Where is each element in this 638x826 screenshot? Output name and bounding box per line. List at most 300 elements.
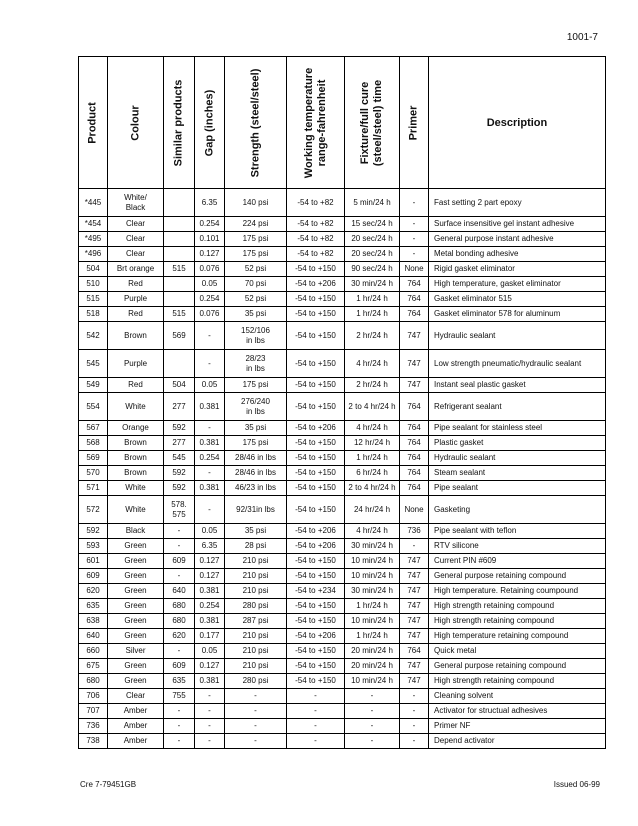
cell-description: Cleaning solvent	[429, 689, 606, 704]
column-header-similar-products	[164, 57, 195, 189]
column-header-product	[79, 57, 108, 189]
cell-working-temperature: -54 to +150	[287, 569, 345, 584]
cell-working-temperature: -54 to +150	[287, 659, 345, 674]
cell-gap: -	[195, 466, 225, 481]
cell-description: Pipe sealant for stainless steel	[429, 421, 606, 436]
cell-strength: 28/23 in lbs	[225, 350, 287, 378]
cell-similar-products	[164, 189, 195, 217]
table-row	[79, 421, 606, 436]
cell-fixture-cure-time: 15 sec/24 h	[345, 217, 400, 232]
table-row	[79, 599, 606, 614]
cell-gap: 0.381	[195, 393, 225, 421]
cell-primer: None	[400, 496, 429, 524]
table-row	[79, 496, 606, 524]
cell-description: General purpose retaining compound	[429, 659, 606, 674]
cell-product: 504	[79, 262, 108, 277]
cell-similar-products	[164, 247, 195, 262]
cell-colour: Brown	[108, 451, 164, 466]
cell-strength: 210 psi	[225, 659, 287, 674]
cell-product: 542	[79, 322, 108, 350]
cell-similar-products: 592	[164, 481, 195, 496]
cell-description: Instant seal plastic gasket	[429, 378, 606, 393]
cell-colour: Amber	[108, 734, 164, 749]
cell-gap: 0.127	[195, 554, 225, 569]
cell-colour: Red	[108, 277, 164, 292]
cell-gap: -	[195, 689, 225, 704]
cell-primer: 747	[400, 569, 429, 584]
cell-strength: 175 psi	[225, 247, 287, 262]
cell-gap: 0.076	[195, 262, 225, 277]
cell-primer: 764	[400, 307, 429, 322]
cell-colour: Green	[108, 629, 164, 644]
cell-description: RTV silicone	[429, 539, 606, 554]
cell-gap: 0.254	[195, 217, 225, 232]
cell-strength: 224 psi	[225, 217, 287, 232]
cell-colour: Brown	[108, 436, 164, 451]
cell-product: 638	[79, 614, 108, 629]
table-row	[79, 584, 606, 599]
table-row	[79, 481, 606, 496]
cell-primer: 747	[400, 584, 429, 599]
column-header-label: Fixture/full cure (steel/steel) time	[359, 79, 384, 166]
cell-strength: -	[225, 719, 287, 734]
cell-working-temperature: -54 to +206	[287, 277, 345, 292]
cell-primer: 747	[400, 674, 429, 689]
cell-colour: Red	[108, 307, 164, 322]
cell-fixture-cure-time: 12 hr/24 h	[345, 436, 400, 451]
cell-product: 569	[79, 451, 108, 466]
cell-working-temperature: -	[287, 689, 345, 704]
cell-description: Pipe sealant	[429, 481, 606, 496]
cell-description: General purpose instant adhesive	[429, 232, 606, 247]
cell-strength: 35 psi	[225, 524, 287, 539]
cell-product: 660	[79, 644, 108, 659]
table-row	[79, 262, 606, 277]
cell-strength: 175 psi	[225, 232, 287, 247]
cell-colour: White	[108, 481, 164, 496]
cell-product: 592	[79, 524, 108, 539]
cell-description: Low strength pneumatic/hydraulic sealant	[429, 350, 606, 378]
cell-similar-products: -	[164, 719, 195, 734]
table-body	[79, 189, 606, 749]
cell-colour: Green	[108, 539, 164, 554]
table-row	[79, 189, 606, 217]
cell-description: High temperature, gasket eliminator	[429, 277, 606, 292]
cell-gap: -	[195, 734, 225, 749]
table-row	[79, 217, 606, 232]
cell-product: *445	[79, 189, 108, 217]
cell-working-temperature: -54 to +150	[287, 466, 345, 481]
cell-gap: 0.381	[195, 674, 225, 689]
column-header-label: Gap (inches)	[203, 89, 215, 156]
cell-working-temperature: -54 to +206	[287, 629, 345, 644]
cell-product: 736	[79, 719, 108, 734]
cell-similar-products: 277	[164, 393, 195, 421]
cell-primer: 764	[400, 277, 429, 292]
cell-working-temperature: -	[287, 719, 345, 734]
cell-similar-products: 569	[164, 322, 195, 350]
cell-primer: 764	[400, 436, 429, 451]
cell-colour: White	[108, 393, 164, 421]
cell-primer: -	[400, 189, 429, 217]
cell-similar-products: -	[164, 524, 195, 539]
cell-gap: -	[195, 719, 225, 734]
cell-primer: 764	[400, 451, 429, 466]
cell-description: Steam sealant	[429, 466, 606, 481]
cell-similar-products: 680	[164, 599, 195, 614]
cell-strength: -	[225, 734, 287, 749]
table-row	[79, 524, 606, 539]
cell-similar-products	[164, 292, 195, 307]
table-row	[79, 674, 606, 689]
cell-description: Pipe sealant with teflon	[429, 524, 606, 539]
cell-product: 601	[79, 554, 108, 569]
cell-gap: 0.381	[195, 436, 225, 451]
cell-colour: Purple	[108, 292, 164, 307]
cell-fixture-cure-time: 1 hr/24 h	[345, 307, 400, 322]
cell-description: Gasket eliminator 578 for aluminum	[429, 307, 606, 322]
table-row	[79, 436, 606, 451]
cell-fixture-cure-time: 30 min/24 h	[345, 539, 400, 554]
cell-fixture-cure-time: 90 sec/24 h	[345, 262, 400, 277]
cell-similar-products: 545	[164, 451, 195, 466]
cell-colour: Orange	[108, 421, 164, 436]
cell-description: Surface insensitive gel instant adhesive	[429, 217, 606, 232]
cell-fixture-cure-time: -	[345, 734, 400, 749]
cell-similar-products: 515	[164, 307, 195, 322]
cell-working-temperature: -54 to +150	[287, 614, 345, 629]
cell-primer: 747	[400, 629, 429, 644]
cell-product: 545	[79, 350, 108, 378]
cell-similar-products: 578. 575	[164, 496, 195, 524]
cell-gap: 0.101	[195, 232, 225, 247]
cell-similar-products: 504	[164, 378, 195, 393]
cell-fixture-cure-time: 20 sec/24 h	[345, 232, 400, 247]
cell-fixture-cure-time: 5 min/24 h	[345, 189, 400, 217]
cell-similar-products: 592	[164, 421, 195, 436]
column-header-label: Working temperature range-fahrenheit	[302, 67, 328, 178]
column-header-gap	[195, 57, 225, 189]
cell-product: 707	[79, 704, 108, 719]
cell-working-temperature: -54 to +150	[287, 436, 345, 451]
cell-working-temperature: -54 to +82	[287, 189, 345, 217]
cell-similar-products: 609	[164, 659, 195, 674]
cell-description: High strength retaining compound	[429, 599, 606, 614]
cell-similar-products: 515	[164, 262, 195, 277]
cell-strength: 210 psi	[225, 644, 287, 659]
cell-fixture-cure-time: 2 to 4 hr/24 h	[345, 393, 400, 421]
cell-colour: Clear	[108, 217, 164, 232]
cell-gap: 0.254	[195, 599, 225, 614]
column-header-label: Strength (steel/steel)	[249, 68, 261, 177]
cell-gap: 0.05	[195, 524, 225, 539]
column-header-description	[429, 57, 606, 189]
cell-fixture-cure-time: 20 sec/24 h	[345, 247, 400, 262]
cell-strength: 28/46 in lbs	[225, 466, 287, 481]
cell-similar-products	[164, 277, 195, 292]
cell-primer: 764	[400, 292, 429, 307]
cell-description: General purpose retaining compound	[429, 569, 606, 584]
table-row	[79, 292, 606, 307]
cell-fixture-cure-time: 10 min/24 h	[345, 554, 400, 569]
cell-strength: 210 psi	[225, 584, 287, 599]
cell-fixture-cure-time: 4 hr/24 h	[345, 524, 400, 539]
cell-strength: 287 psi	[225, 614, 287, 629]
cell-fixture-cure-time: -	[345, 704, 400, 719]
cell-fixture-cure-time: 6 hr/24 h	[345, 466, 400, 481]
cell-fixture-cure-time: 30 min/24 h	[345, 584, 400, 599]
cell-strength: 70 psi	[225, 277, 287, 292]
cell-working-temperature: -54 to +234	[287, 584, 345, 599]
cell-primer: 764	[400, 421, 429, 436]
cell-colour: Green	[108, 599, 164, 614]
cell-fixture-cure-time: -	[345, 689, 400, 704]
cell-description: Plastic gasket	[429, 436, 606, 451]
cell-description: Gasket eliminator 515	[429, 292, 606, 307]
cell-product: *496	[79, 247, 108, 262]
cell-colour: Clear	[108, 247, 164, 262]
cell-primer: 764	[400, 481, 429, 496]
cell-strength: -	[225, 689, 287, 704]
cell-fixture-cure-time: 30 min/24 h	[345, 277, 400, 292]
cell-strength: 280 psi	[225, 599, 287, 614]
cell-strength: 280 psi	[225, 674, 287, 689]
table-row	[79, 307, 606, 322]
cell-fixture-cure-time: 2 hr/24 h	[345, 378, 400, 393]
cell-description: Hydraulic sealant	[429, 451, 606, 466]
cell-product: 518	[79, 307, 108, 322]
cell-gap: 0.05	[195, 644, 225, 659]
table-row	[79, 629, 606, 644]
table-row	[79, 689, 606, 704]
cell-working-temperature: -54 to +206	[287, 421, 345, 436]
cell-similar-products: -	[164, 569, 195, 584]
cell-working-temperature: -54 to +150	[287, 451, 345, 466]
cell-product: 549	[79, 378, 108, 393]
column-header-label: Colour	[129, 104, 141, 141]
cell-colour: Brown	[108, 322, 164, 350]
table-row	[79, 378, 606, 393]
cell-colour: Brt orange	[108, 262, 164, 277]
cell-working-temperature: -54 to +150	[287, 262, 345, 277]
table-row	[79, 350, 606, 378]
cell-product: 640	[79, 629, 108, 644]
cell-description: Hydraulic sealant	[429, 322, 606, 350]
column-header-label: Product	[86, 101, 99, 144]
cell-product: 738	[79, 734, 108, 749]
cell-product: 571	[79, 481, 108, 496]
table-row	[79, 232, 606, 247]
cell-gap: -	[195, 322, 225, 350]
cell-strength: -	[225, 704, 287, 719]
cell-fixture-cure-time: 1 hr/24 h	[345, 629, 400, 644]
table-row	[79, 704, 606, 719]
cell-similar-products: -	[164, 539, 195, 554]
cell-description: Quick metal	[429, 644, 606, 659]
cell-working-temperature: -54 to +150	[287, 644, 345, 659]
cell-primer: -	[400, 704, 429, 719]
cell-description: High strength retaining compound	[429, 614, 606, 629]
cell-description: Depend activator	[429, 734, 606, 749]
cell-primer: 747	[400, 659, 429, 674]
column-header-label: Description	[486, 116, 548, 129]
table-row	[79, 466, 606, 481]
cell-colour: Red	[108, 378, 164, 393]
column-header-colour	[108, 57, 164, 189]
cell-similar-products: 609	[164, 554, 195, 569]
cell-product: 567	[79, 421, 108, 436]
cell-description: Gasketing	[429, 496, 606, 524]
column-header-label: Similar products	[172, 79, 185, 166]
cell-product: *495	[79, 232, 108, 247]
table-row	[79, 554, 606, 569]
cell-gap: -	[195, 421, 225, 436]
cell-working-temperature: -54 to +82	[287, 217, 345, 232]
cell-gap: 0.177	[195, 629, 225, 644]
cell-fixture-cure-time: 10 min/24 h	[345, 569, 400, 584]
table-row	[79, 539, 606, 554]
cell-colour: Green	[108, 659, 164, 674]
header-row	[79, 57, 606, 189]
cell-colour: Clear	[108, 232, 164, 247]
cell-gap: 0.127	[195, 247, 225, 262]
cell-primer: 747	[400, 599, 429, 614]
cell-working-temperature: -54 to +150	[287, 307, 345, 322]
cell-strength: 175 psi	[225, 436, 287, 451]
cell-working-temperature: -	[287, 734, 345, 749]
cell-gap: 0.381	[195, 584, 225, 599]
table-row	[79, 247, 606, 262]
cell-strength: 276/240 in lbs	[225, 393, 287, 421]
cell-colour: Black	[108, 524, 164, 539]
cell-working-temperature: -54 to +150	[287, 496, 345, 524]
cell-primer: 747	[400, 614, 429, 629]
footer-document-code: Cre 7-79451GB	[80, 780, 137, 789]
cell-working-temperature: -54 to +150	[287, 481, 345, 496]
cell-gap: 0.254	[195, 451, 225, 466]
cell-product: 510	[79, 277, 108, 292]
cell-strength: 152/106 in lbs	[225, 322, 287, 350]
table-row	[79, 322, 606, 350]
cell-colour: Silver	[108, 644, 164, 659]
cell-product: 593	[79, 539, 108, 554]
cell-gap: 0.381	[195, 614, 225, 629]
cell-working-temperature: -	[287, 704, 345, 719]
cell-working-temperature: -54 to +150	[287, 350, 345, 378]
cell-primer: 747	[400, 322, 429, 350]
cell-strength: 210 psi	[225, 554, 287, 569]
cell-gap: 0.05	[195, 378, 225, 393]
column-header-label: Primer	[407, 105, 420, 140]
column-header-fixture-cure-time	[345, 57, 400, 189]
table-row	[79, 719, 606, 734]
cell-colour: Green	[108, 584, 164, 599]
cell-primer: -	[400, 232, 429, 247]
cell-product: 568	[79, 436, 108, 451]
cell-description: Metal bonding adhesive	[429, 247, 606, 262]
cell-primer: 747	[400, 554, 429, 569]
cell-working-temperature: -54 to +82	[287, 247, 345, 262]
cell-product: 675	[79, 659, 108, 674]
cell-colour: Amber	[108, 719, 164, 734]
cell-colour: Green	[108, 569, 164, 584]
cell-primer: 736	[400, 524, 429, 539]
cell-working-temperature: -54 to +150	[287, 292, 345, 307]
cell-working-temperature: -54 to +150	[287, 599, 345, 614]
cell-colour: Clear	[108, 689, 164, 704]
cell-strength: 28/46 in lbs	[225, 451, 287, 466]
cell-fixture-cure-time: 20 min/24 h	[345, 659, 400, 674]
cell-product: 554	[79, 393, 108, 421]
cell-primer: None	[400, 262, 429, 277]
cell-gap: -	[195, 350, 225, 378]
cell-fixture-cure-time: 20 min/24 h	[345, 644, 400, 659]
cell-similar-products: -	[164, 644, 195, 659]
cell-colour: Purple	[108, 350, 164, 378]
cell-fixture-cure-time: 1 hr/24 h	[345, 451, 400, 466]
cell-fixture-cure-time: 1 hr/24 h	[345, 292, 400, 307]
cell-primer: 764	[400, 644, 429, 659]
column-header-strength	[225, 57, 287, 189]
cell-colour: White	[108, 496, 164, 524]
cell-strength: 35 psi	[225, 307, 287, 322]
cell-strength: 140 psi	[225, 189, 287, 217]
cell-similar-products: 640	[164, 584, 195, 599]
cell-primer: 764	[400, 393, 429, 421]
cell-fixture-cure-time: 4 hr/24 h	[345, 350, 400, 378]
cell-product: 620	[79, 584, 108, 599]
cell-product: 572	[79, 496, 108, 524]
column-header-working-temperature	[287, 57, 345, 189]
cell-strength: 92/31in lbs	[225, 496, 287, 524]
cell-gap: 6.35	[195, 189, 225, 217]
cell-description: Rigid gasket eliminator	[429, 262, 606, 277]
product-spec-table	[78, 56, 606, 749]
cell-similar-products: 592	[164, 466, 195, 481]
cell-product: 515	[79, 292, 108, 307]
cell-strength: 35 psi	[225, 421, 287, 436]
cell-gap: 0.381	[195, 481, 225, 496]
cell-working-temperature: -54 to +206	[287, 539, 345, 554]
cell-similar-products: -	[164, 734, 195, 749]
cell-fixture-cure-time: 2 to 4 hr/24 h	[345, 481, 400, 496]
cell-strength: 46/23 in lbs	[225, 481, 287, 496]
table-row	[79, 277, 606, 292]
cell-fixture-cure-time: 24 hr/24 h	[345, 496, 400, 524]
cell-description: High temperature. Retaining coumpound	[429, 584, 606, 599]
cell-strength: 210 psi	[225, 569, 287, 584]
cell-similar-products: 680	[164, 614, 195, 629]
cell-fixture-cure-time: -	[345, 719, 400, 734]
cell-primer: -	[400, 734, 429, 749]
cell-product: 635	[79, 599, 108, 614]
cell-strength: 52 psi	[225, 292, 287, 307]
cell-description: Activator for structual adhesives	[429, 704, 606, 719]
cell-product: 609	[79, 569, 108, 584]
cell-similar-products: 635	[164, 674, 195, 689]
table-row	[79, 451, 606, 466]
cell-primer: -	[400, 719, 429, 734]
cell-description: Fast setting 2 part epoxy	[429, 189, 606, 217]
cell-strength: 52 psi	[225, 262, 287, 277]
cell-similar-products: 620	[164, 629, 195, 644]
cell-gap: -	[195, 704, 225, 719]
table-row	[79, 734, 606, 749]
cell-primer: 747	[400, 350, 429, 378]
cell-description: High strength retaining compound	[429, 674, 606, 689]
cell-gap: 0.254	[195, 292, 225, 307]
cell-working-temperature: -54 to +150	[287, 554, 345, 569]
